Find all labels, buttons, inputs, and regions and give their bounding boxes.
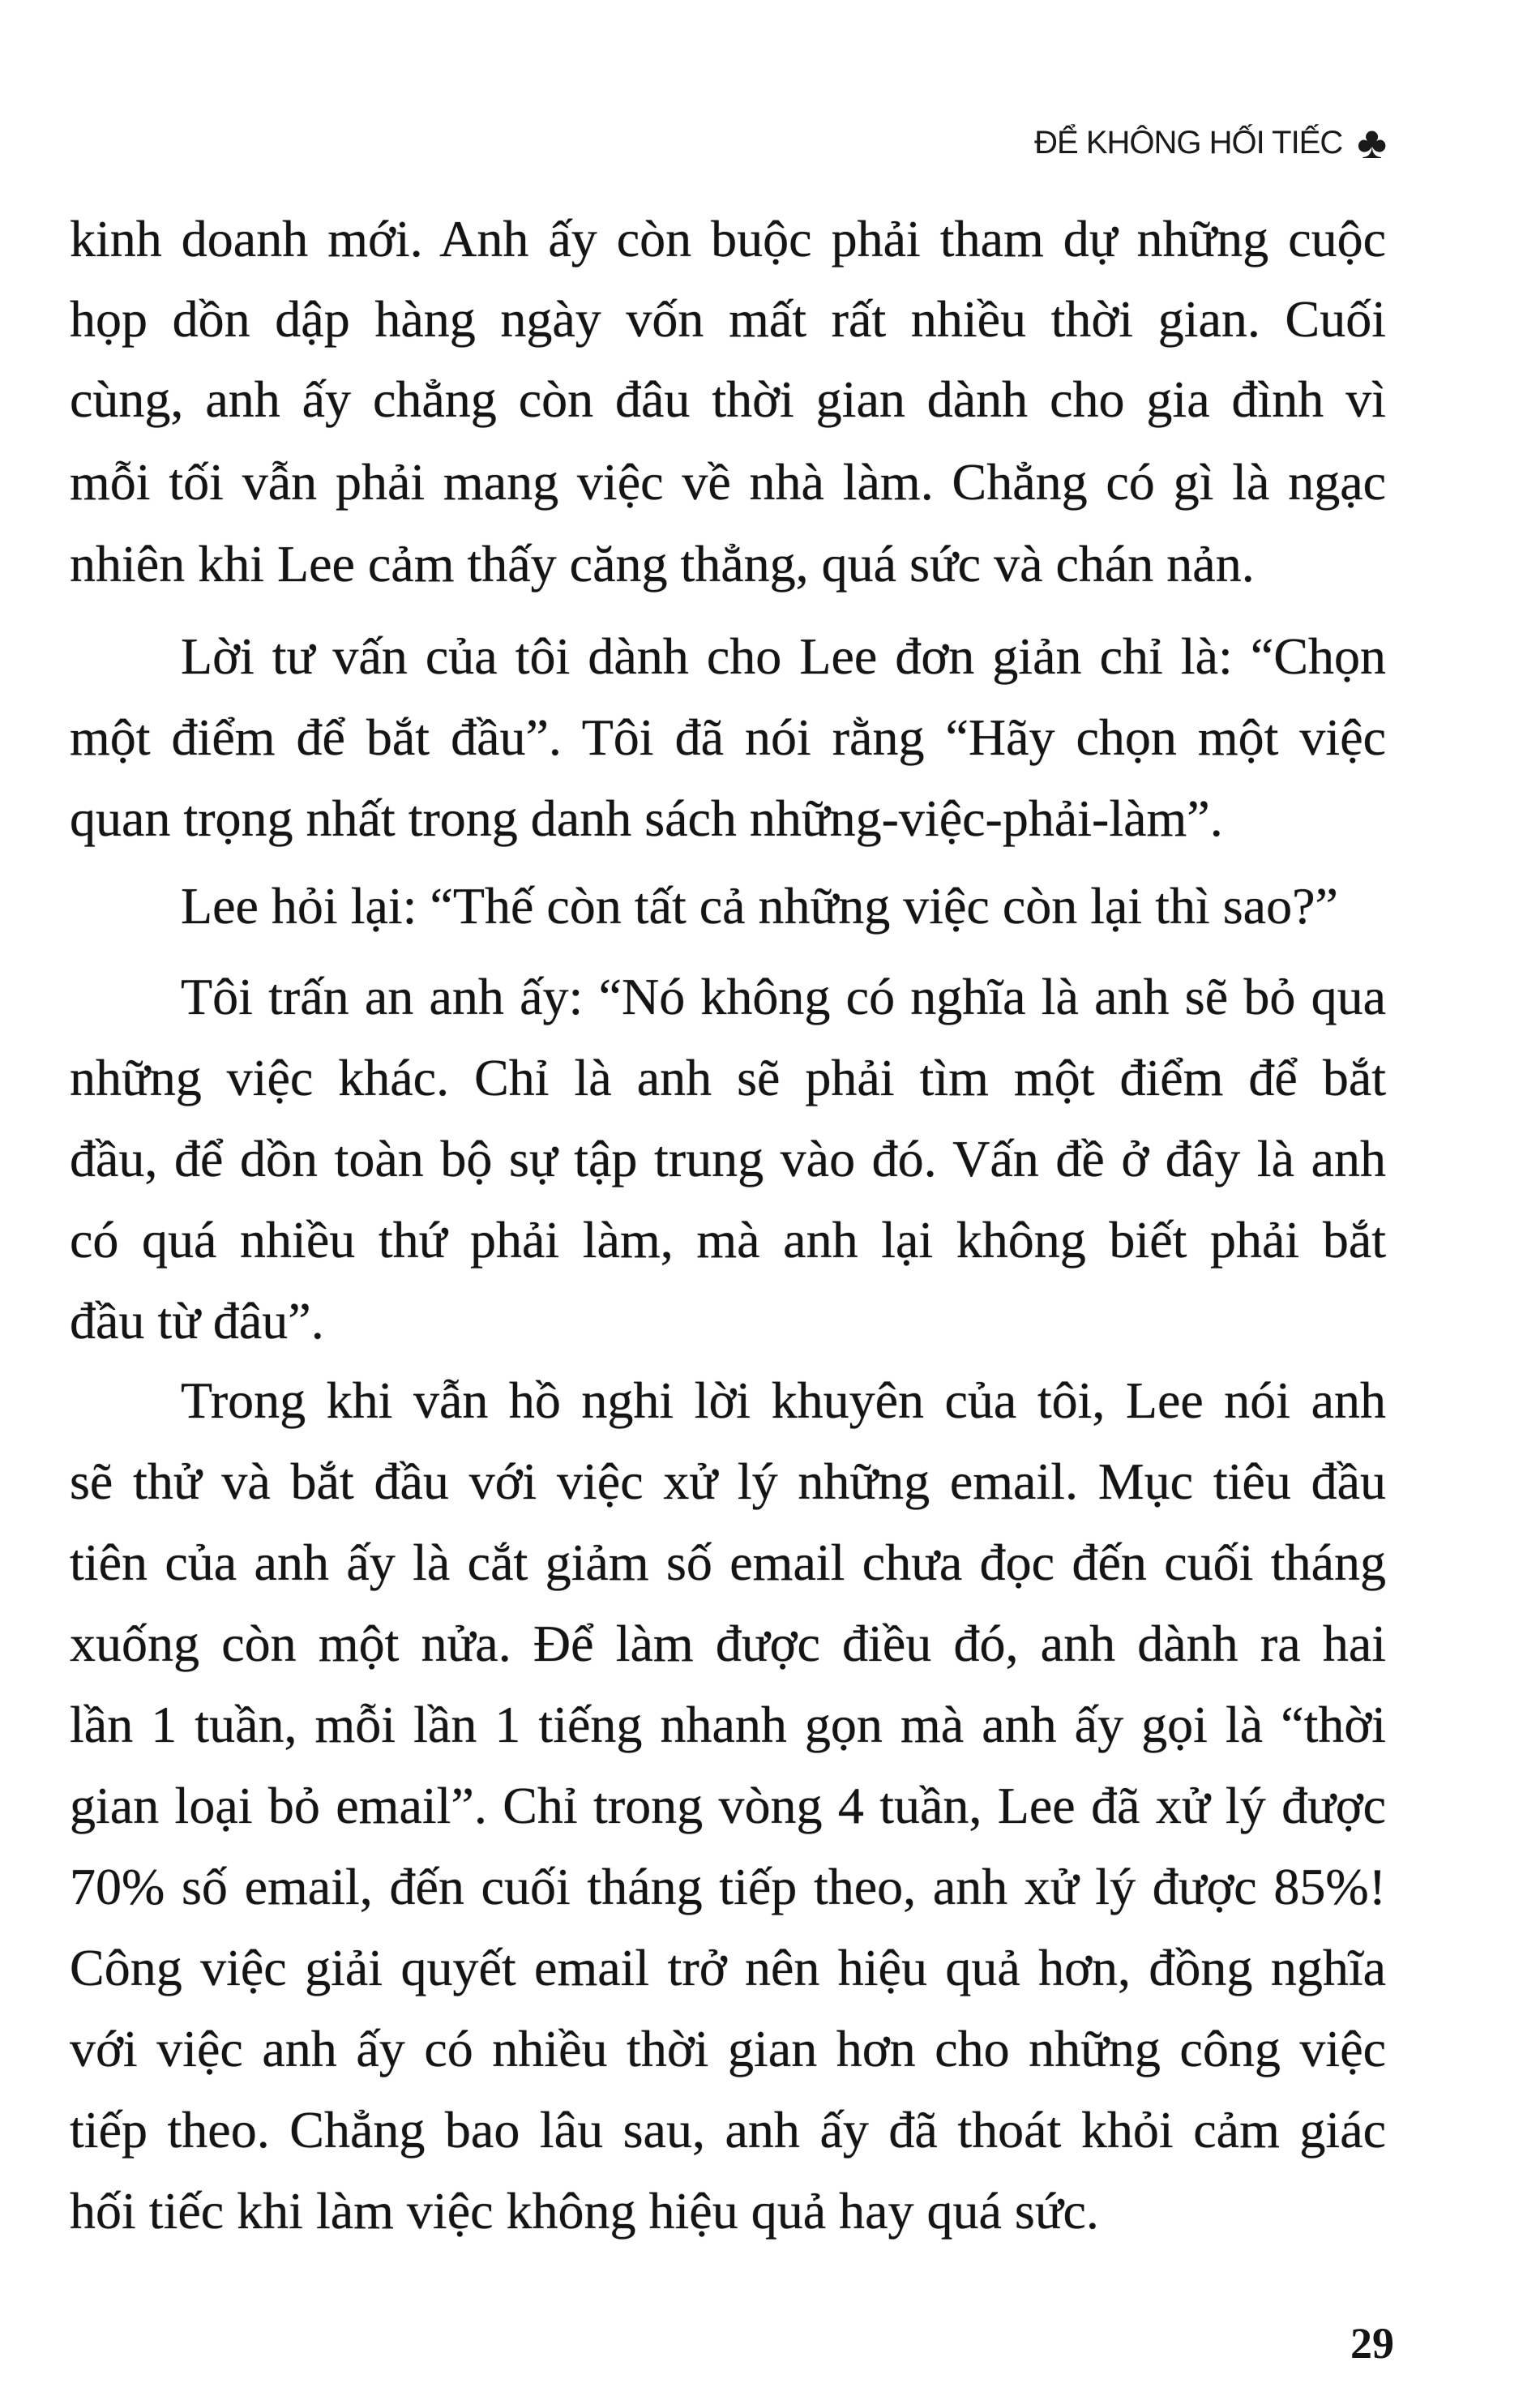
text-line: một điểm để bắt đầu”. Tôi đã nói rằng “Hãy chọn một việc bbox=[70, 708, 1386, 766]
text-line: nhiên khi Lee cảm thấy căng thẳng, quá sức và chán nản. bbox=[70, 535, 1255, 593]
text-line: Công việc giải quyết email trở nên hiệu quả hơn, đồng nghĩa bbox=[70, 1939, 1386, 1996]
text-line: kinh doanh mới. Anh ấy còn buộc phải tham dự những cuộc bbox=[70, 210, 1386, 267]
text-line: Lời tư vấn của tôi dành cho Lee đơn giản chỉ là: “Chọn bbox=[181, 627, 1386, 685]
text-line: đầu từ đâu”. bbox=[70, 1292, 324, 1350]
text-line: lần 1 tuần, mỗi lần 1 tiếng nhanh gọn mà anh ấy gọi là “thời bbox=[70, 1696, 1386, 1753]
clover-icon: ♣ bbox=[1357, 117, 1386, 168]
text-line: hối tiếc khi làm việc không hiệu quả hay quá sức. bbox=[70, 2182, 1099, 2240]
text-line: những việc khác. Chỉ là anh sẽ phải tìm một điểm để bắt bbox=[70, 1049, 1386, 1106]
page-number: 29 bbox=[1350, 2319, 1394, 2368]
running-header bbox=[1034, 117, 1386, 168]
text-line: đầu, để dồn toàn bộ sự tập trung vào đó. Vấn đề ở đây là anh bbox=[70, 1130, 1386, 1187]
text-line: 70% số email, đến cuối tháng tiếp theo, anh xử lý được 85%! bbox=[70, 1858, 1386, 1915]
text-line: sẽ thử và bắt đầu với việc xử lý những email. Mục tiêu đầu bbox=[70, 1453, 1386, 1510]
text-line: với việc anh ấy có nhiều thời gian hơn cho những công việc bbox=[70, 2020, 1386, 2077]
text-line: có quá nhiều thứ phải làm, mà anh lại không biết phải bắt bbox=[70, 1211, 1386, 1269]
text-line: tiếp theo. Chẳng bao lâu sau, anh ấy đã thoát khỏi cảm giác bbox=[70, 2101, 1386, 2159]
text-line: gian loại bỏ email”. Chỉ trong vòng 4 tuần, Lee đã xử lý được bbox=[70, 1777, 1386, 1834]
text-line: xuống còn một nửa. Để làm được điều đó, anh dành ra hai bbox=[70, 1615, 1386, 1672]
text-line: cùng, anh ấy chẳng còn đâu thời gian dành cho gia đình vì bbox=[70, 370, 1386, 428]
text-line: họp dồn dập hàng ngày vốn mất rất nhiều thời gian. Cuối bbox=[70, 290, 1386, 348]
text-line: quan trọng nhất trong danh sách những-việc-phải-làm”. bbox=[70, 789, 1223, 847]
text-line: Lee hỏi lại: “Thế còn tất cả những việc còn lại thì sao?” bbox=[181, 877, 1338, 935]
text-line: tiên của anh ấy là cắt giảm số email chưa đọc đến cuối tháng bbox=[70, 1534, 1386, 1591]
text-line: Trong khi vẫn hồ nghi lời khuyên của tôi, Lee nói anh bbox=[181, 1371, 1386, 1429]
text-line: Tôi trấn an anh ấy: “Nó không có nghĩa là anh sẽ bỏ qua bbox=[181, 968, 1386, 1025]
running-header-title: ĐỂ KHÔNG HỐI TIẾC bbox=[1034, 124, 1343, 160]
text-line: mỗi tối vẫn phải mang việc về nhà làm. Chẳng có gì là ngạc bbox=[70, 453, 1386, 511]
